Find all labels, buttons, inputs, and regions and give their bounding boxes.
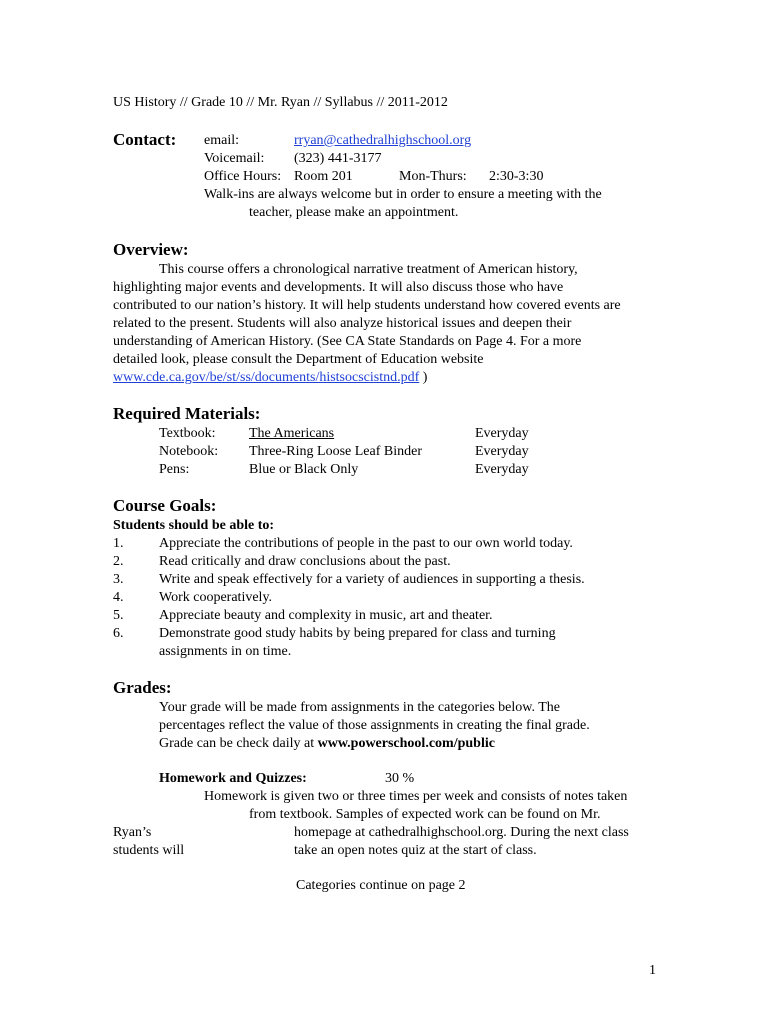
grades-line-3-text: Grade can be check daily at bbox=[159, 736, 318, 751]
goal-text: Demonstrate good study habits by being prepared for class and turning bbox=[159, 626, 556, 641]
material-desc: The Americans bbox=[249, 426, 335, 441]
email-link[interactable]: rryan@cathedralhighschool.org bbox=[294, 133, 472, 148]
homework-line-4-left: students will bbox=[113, 843, 185, 858]
continue-note: Categories continue on page 2 bbox=[296, 878, 466, 893]
goal-text: Read critically and draw conclusions about the past. bbox=[159, 554, 451, 569]
overview-line: related to the present. Students will also analyze historical issues and deepen their bbox=[113, 316, 572, 331]
material-desc: Blue or Black Only bbox=[249, 462, 359, 477]
material-item: Textbook: bbox=[159, 426, 216, 441]
voicemail-value: (323) 441-3177 bbox=[294, 151, 382, 166]
overview-heading: Overview: bbox=[113, 240, 189, 259]
homework-percent: 30 % bbox=[385, 771, 415, 786]
material-freq: Everyday bbox=[475, 462, 529, 477]
homework-line-3-right: homepage at cathedralhighschool.org. During the next class bbox=[294, 825, 629, 840]
goals-heading: Course Goals: bbox=[113, 496, 217, 515]
overview-line: understanding of American History. (See CA State Standards on Page 4. For a more bbox=[113, 334, 582, 349]
goal-number: 1. bbox=[113, 536, 124, 551]
standards-link[interactable]: www.cde.ca.gov/be/st/ss/documents/histsocscistnd.pdf bbox=[113, 370, 420, 385]
grades-line-1: Your grade will be made from assignments in the categories below. The bbox=[159, 700, 560, 715]
overview-line: highlighting major events and developments. It will also discuss those who have bbox=[113, 280, 564, 295]
homework-line-2: from textbook. Samples of expected work can be found on Mr. bbox=[249, 807, 601, 822]
office-days: Mon-Thurs: bbox=[399, 169, 467, 184]
material-freq: Everyday bbox=[475, 444, 529, 459]
goal-number: 2. bbox=[113, 554, 124, 569]
powerschool-url: www.powerschool.com/public bbox=[317, 736, 495, 751]
homework-title: Homework and Quizzes: bbox=[159, 771, 307, 786]
material-desc: Three-Ring Loose Leaf Binder bbox=[249, 444, 422, 459]
goal-text-continued: assignments in on time. bbox=[159, 644, 292, 659]
material-item: Pens: bbox=[159, 462, 190, 477]
homework-line-1: Homework is given two or three times per week and consists of notes taken bbox=[204, 789, 628, 804]
goals-subheading: Students should be able to: bbox=[113, 518, 275, 533]
office-time: 2:30-3:30 bbox=[489, 169, 544, 184]
document-header: US History // Grade 10 // Mr. Ryan // Syllabus // 2011-2012 bbox=[113, 95, 448, 110]
page-number: 1 bbox=[649, 963, 656, 978]
email-label: email: bbox=[204, 133, 239, 148]
office-room: Room 201 bbox=[294, 169, 353, 184]
overview-link-suffix: ) bbox=[419, 370, 428, 385]
homework-line-4-right: take an open notes quiz at the start of class. bbox=[294, 843, 537, 858]
overview-line: contributed to our nation’s history. It will help students understand how covered events are bbox=[113, 298, 621, 313]
voicemail-label: Voicemail: bbox=[204, 151, 265, 166]
grades-heading: Grades: bbox=[113, 678, 172, 697]
materials-heading: Required Materials: bbox=[113, 404, 261, 423]
goal-number: 4. bbox=[113, 590, 124, 605]
goal-text: Work cooperatively. bbox=[159, 590, 273, 605]
walkins-line-2: teacher, please make an appointment. bbox=[249, 205, 459, 220]
grades-line-2: percentages reflect the value of those assignments in creating the final grade. bbox=[159, 718, 590, 733]
overview-link-line bbox=[113, 369, 427, 387]
contact-heading: Contact: bbox=[113, 130, 177, 149]
overview-line: detailed look, please consult the Department of Education website bbox=[113, 352, 484, 367]
goal-text: Appreciate the contributions of people in the past to our own world today. bbox=[159, 536, 573, 551]
material-freq: Everyday bbox=[475, 426, 529, 441]
goal-text: Appreciate beauty and complexity in music, art and theater. bbox=[159, 608, 493, 623]
homework-line-3-left: Ryan’s bbox=[113, 825, 152, 840]
walkins-line-1: Walk-ins are always welcome but in order to ensure a meeting with the bbox=[204, 187, 602, 202]
goal-number: 5. bbox=[113, 608, 124, 623]
goal-text: Write and speak effectively for a variety of audiences in supporting a thesis. bbox=[159, 572, 585, 587]
overview-line: This course offers a chronological narrative treatment of American history, bbox=[159, 262, 578, 277]
goal-number: 6. bbox=[113, 626, 124, 641]
material-item: Notebook: bbox=[159, 444, 219, 459]
office-hours-label: Office Hours: bbox=[204, 169, 282, 184]
goal-number: 3. bbox=[113, 572, 124, 587]
grades-line-3 bbox=[159, 735, 495, 753]
